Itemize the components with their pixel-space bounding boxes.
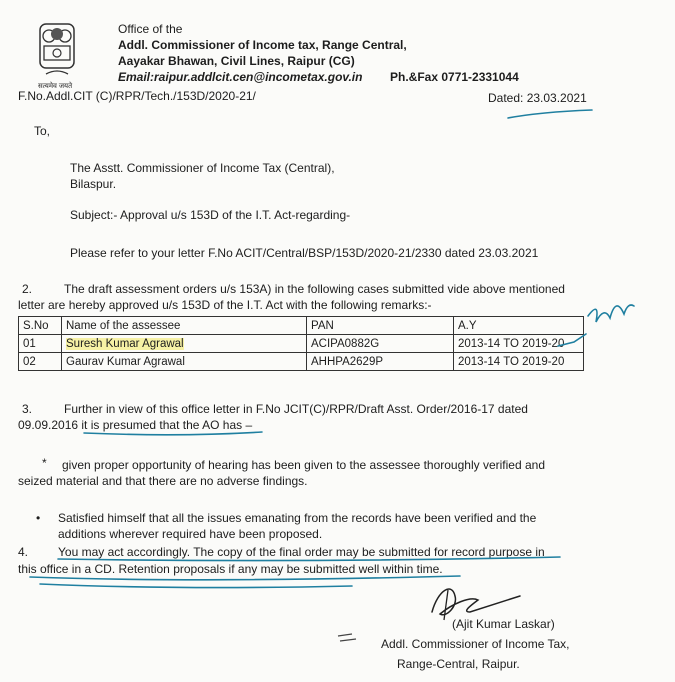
office-phone: Ph.&Fax 0771-2331044 bbox=[390, 70, 519, 84]
salutation: To, bbox=[34, 124, 51, 138]
bullet-2-mark: • bbox=[36, 511, 41, 525]
letter-date: Dated: 23.03.2021 bbox=[488, 91, 587, 105]
cell-sno: 02 bbox=[19, 353, 62, 371]
para-3-line-2: 09.09.2016 it is presumed that the AO has – bbox=[18, 418, 253, 432]
para-2-number: 2. bbox=[22, 282, 33, 296]
arrow-doodle bbox=[338, 634, 356, 641]
cell-pan: ACIPA0882G bbox=[307, 335, 454, 353]
bullet-1-line-2: seized material and that there are no adverse findings. bbox=[18, 474, 308, 488]
table-row bbox=[19, 353, 584, 371]
para-3-line-1: Further in view of this office letter in F.No JCIT(C)/RPR/Draft Asst. Order/2016-17 dated bbox=[64, 402, 528, 416]
cell-name: Gaurav Kumar Agrawal bbox=[62, 353, 307, 371]
table-header-row bbox=[19, 317, 584, 335]
bullet-1-line-1: given proper opportunity of hearing has been given to the assessee thoroughly verified and bbox=[62, 458, 545, 472]
para-4-number: 4. bbox=[18, 545, 29, 559]
para-2-line-2: letter are hereby approved u/s 153D of the I.T. Act with the following remarks:- bbox=[18, 298, 432, 312]
cell-sno: 01 bbox=[19, 335, 62, 353]
cell-ay: 2013-14 TO 2019-20 bbox=[454, 353, 584, 371]
national-emblem-icon bbox=[30, 18, 84, 88]
assessee-table bbox=[18, 316, 584, 371]
signatory-title: Addl. Commissioner of Income Tax, bbox=[381, 637, 570, 651]
pen-initial-mark bbox=[588, 305, 634, 322]
signatory-name: (Ajit Kumar Laskar) bbox=[452, 617, 555, 631]
column-header-sno: S.No bbox=[19, 317, 62, 335]
bottom-flourish-mark bbox=[40, 584, 352, 588]
para-4-line-2-underline-mark bbox=[30, 576, 460, 580]
para-2-line-1: The draft assessment orders u/s 153A) in the following cases submitted vide above mentioned bbox=[64, 282, 565, 296]
office-line-2: Addl. Commissioner of Income tax, Range Central, bbox=[118, 38, 407, 52]
column-header-name: Name of the assessee bbox=[62, 317, 307, 335]
cell-pan: AHHPA2629P bbox=[307, 353, 454, 371]
para-3-underline-mark bbox=[84, 432, 262, 435]
bullet-1-mark: * bbox=[42, 456, 47, 470]
bullet-2-line-2: additions wherever required have been proposed. bbox=[58, 527, 323, 541]
emblem-caption: सत्यमेव जयते bbox=[38, 83, 73, 90]
office-line-3: Aayakar Bhawan, Civil Lines, Raipur (CG) bbox=[118, 54, 355, 68]
table-row bbox=[19, 335, 584, 353]
addressee-line-1: The Asstt. Commissioner of Income Tax (Central), bbox=[70, 161, 335, 175]
cell-ay: 2013-14 TO 2019-20 bbox=[454, 335, 584, 353]
para-4-line-1: You may act accordingly. The copy of the final order may be submitted for record purpose in bbox=[58, 545, 545, 559]
column-header-ay: A.Y bbox=[454, 317, 584, 335]
reference-line: Please refer to your letter F.No ACIT/Central/BSP/153D/2020-21/2330 dated 23.03.2021 bbox=[70, 246, 539, 260]
addressee-line-2: Bilaspur. bbox=[70, 177, 117, 191]
cell-name bbox=[62, 335, 307, 353]
signatory-place: Range-Central, Raipur. bbox=[397, 657, 520, 671]
bullet-2-line-1: Satisfied himself that all the issues emanating from the records have been verified and the bbox=[58, 511, 537, 525]
date-underline-mark bbox=[508, 110, 592, 118]
para-4-line-2: this office in a CD. Retention proposals if any may be submitted well within time. bbox=[18, 562, 443, 576]
office-email: Email:raipur.addlcit.cen@incometax.gov.in bbox=[118, 70, 363, 84]
reference-number: F.No.Addl.CIT (C)/RPR/Tech./153D/2020-21/ bbox=[18, 89, 256, 103]
subject-line: Subject:- Approval u/s 153D of the I.T. Act-regarding- bbox=[70, 208, 351, 222]
office-line-1: Office of the bbox=[118, 22, 183, 36]
highlighted-name: Suresh Kumar Agrawal bbox=[66, 337, 184, 350]
column-header-pan: PAN bbox=[307, 317, 454, 335]
para-3-number: 3. bbox=[22, 402, 33, 416]
